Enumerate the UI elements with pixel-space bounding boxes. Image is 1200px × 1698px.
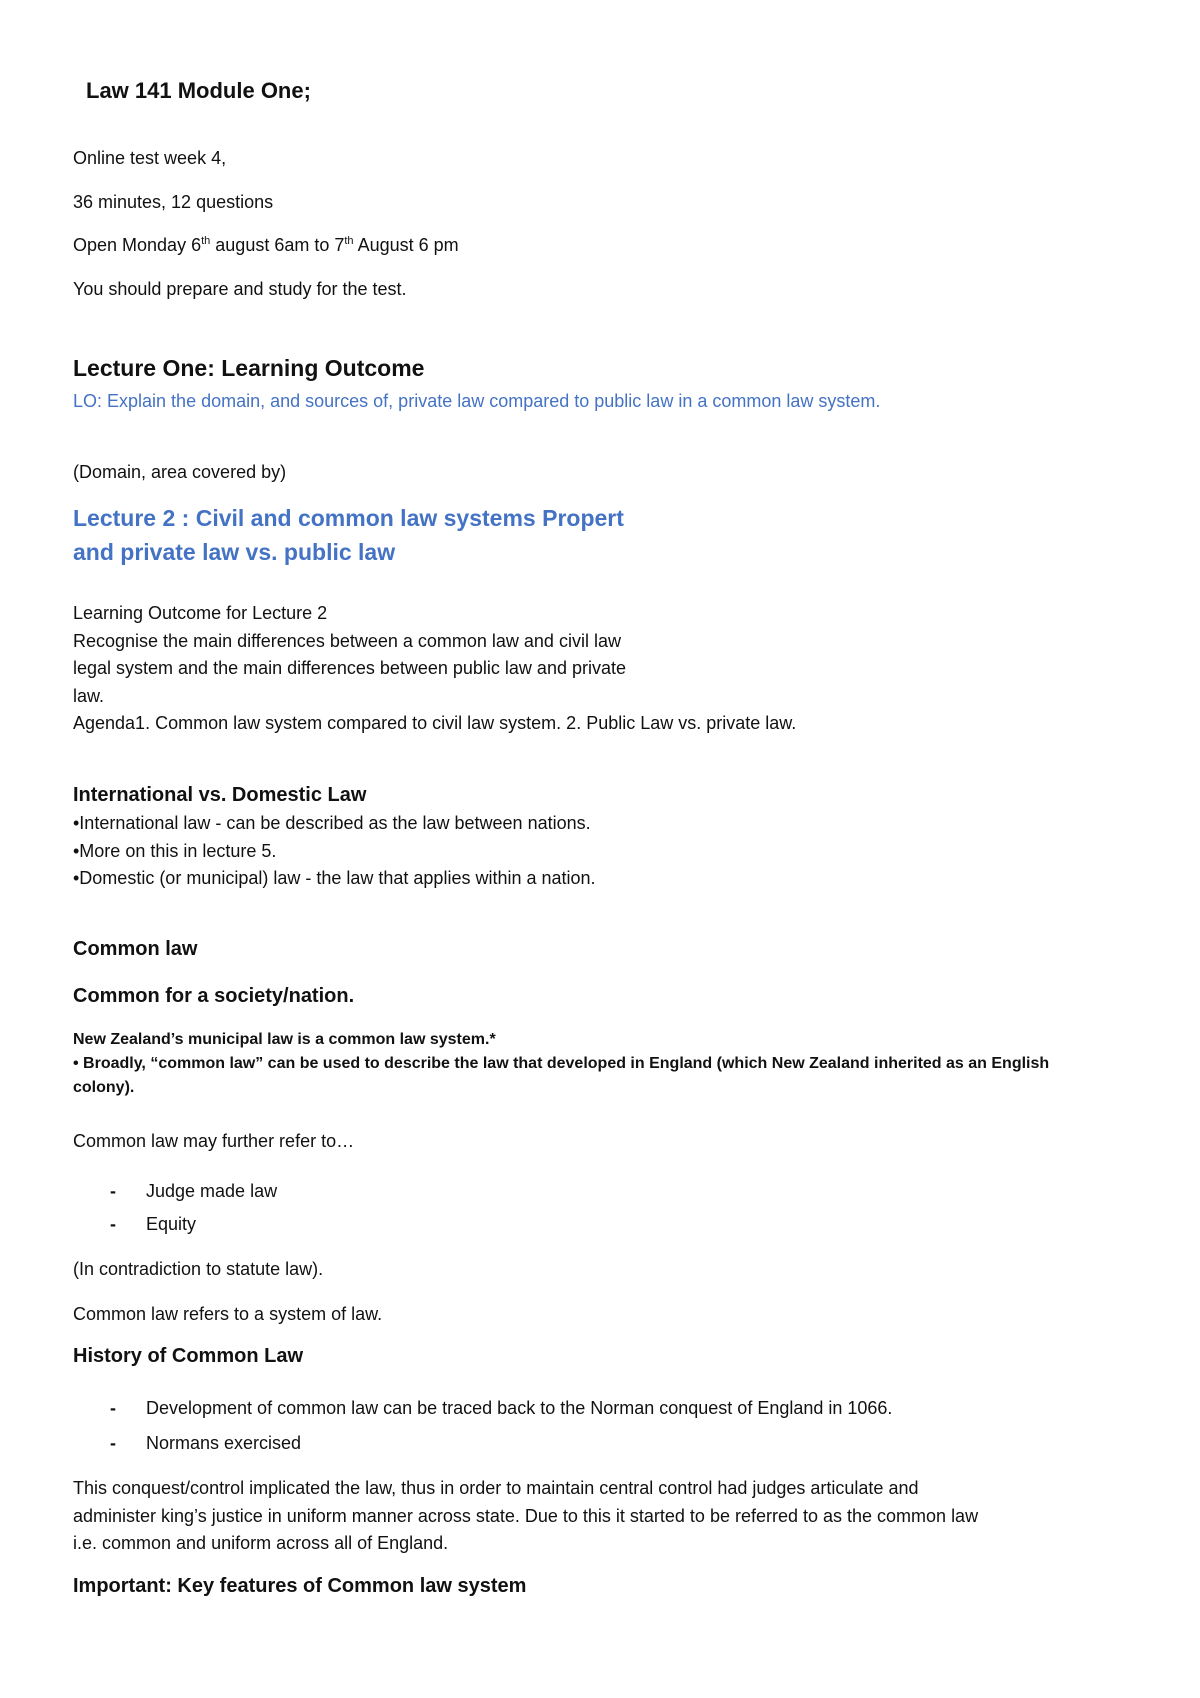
contradiction-line: (In contradiction to statute law).	[73, 1259, 324, 1279]
dash-marker: -	[110, 1214, 116, 1234]
lecture2-line: Recognise the main differences between a common law and civil law	[73, 630, 621, 651]
common-law-heading: Common law	[73, 938, 198, 960]
bold-line: • Broadly, “common law” can be used to describe the law that developed in England (which New Zealand inherited as an English	[73, 1055, 1050, 1072]
document-title: Law 141 Module One;	[86, 78, 311, 103]
lecture1-learning-outcome: LO: Explain the domain, and sources of, private law compared to public law in a common law system.	[73, 391, 881, 411]
international-bullets	[73, 810, 596, 893]
nz-common-law-block	[73, 1028, 1049, 1100]
open-text-a: Open Monday 6	[73, 235, 202, 255]
lecture1-heading: Lecture One: Learning Outcome	[73, 355, 425, 381]
paragraph-line: administer king’s justice in uniform manner across state. Due to this it started to be referred to as the common law	[73, 1505, 979, 1526]
domain-note: (Domain, area covered by)	[73, 462, 287, 482]
open-sup-2: th	[344, 235, 354, 247]
test-week-line: Online test week 4,	[73, 148, 227, 168]
lecture2-heading	[73, 501, 624, 569]
bold-line: New Zealand’s municipal law is a common law system.*	[73, 1031, 496, 1048]
open-text-b: august 6am to 7	[210, 235, 345, 255]
list-item-text: Normans exercised	[146, 1433, 302, 1453]
lecture2-outcome-block	[73, 600, 796, 738]
open-sup-1: th	[201, 235, 211, 247]
dash-marker: -	[110, 1181, 116, 1201]
dash-marker: -	[110, 1398, 116, 1418]
bold-line: colony).	[73, 1079, 135, 1096]
history-paragraph	[73, 1475, 978, 1558]
paragraph-line: i.e. common and uniform across all of England.	[73, 1533, 449, 1553]
international-heading: International vs. Domestic Law	[73, 784, 367, 806]
important-heading: Important: Key features of Common law system	[73, 1575, 527, 1597]
lecture2-line: Agenda1. Common law system compared to civil law system. 2. Public Law vs. private law.	[73, 713, 797, 733]
common-law-further: Common law may further refer to…	[73, 1131, 355, 1151]
lecture2-line: Learning Outcome for Lecture 2	[73, 603, 328, 623]
open-text-c: August 6 pm	[353, 235, 459, 255]
history-heading: History of Common Law	[73, 1345, 304, 1367]
list-item-text: Judge made law	[146, 1181, 278, 1201]
common-law-subheading: Common for a society/nation.	[73, 985, 355, 1007]
list-item-text: Development of common law can be traced back to the Norman conquest of England in 1066.	[146, 1398, 893, 1418]
lecture2-heading-line2: and private law vs. public law	[73, 539, 396, 565]
bullet-item: •More on this in lecture 5.	[73, 840, 277, 861]
lecture2-line: legal system and the main differences between public law and private	[73, 658, 626, 678]
bullet-item: •Domestic (or municipal) law - the law that applies within a nation.	[73, 868, 596, 888]
test-duration-line: 36 minutes, 12 questions	[73, 192, 274, 212]
prepare-line: You should prepare and study for the test.	[73, 279, 407, 299]
paragraph-line: This conquest/control implicated the law, thus in order to maintain central control had judges articulate and	[73, 1478, 919, 1498]
system-line: Common law refers to a system of law.	[73, 1304, 383, 1324]
dash-marker: -	[110, 1433, 116, 1453]
list-item-text: Equity	[146, 1214, 197, 1234]
bullet-item: •International law - can be described as the law between nations.	[73, 813, 591, 833]
lecture2-heading-line1: Lecture 2 : Civil and common law systems Propert	[73, 505, 624, 531]
test-open-line	[73, 234, 459, 256]
lecture2-line: law.	[73, 685, 105, 706]
